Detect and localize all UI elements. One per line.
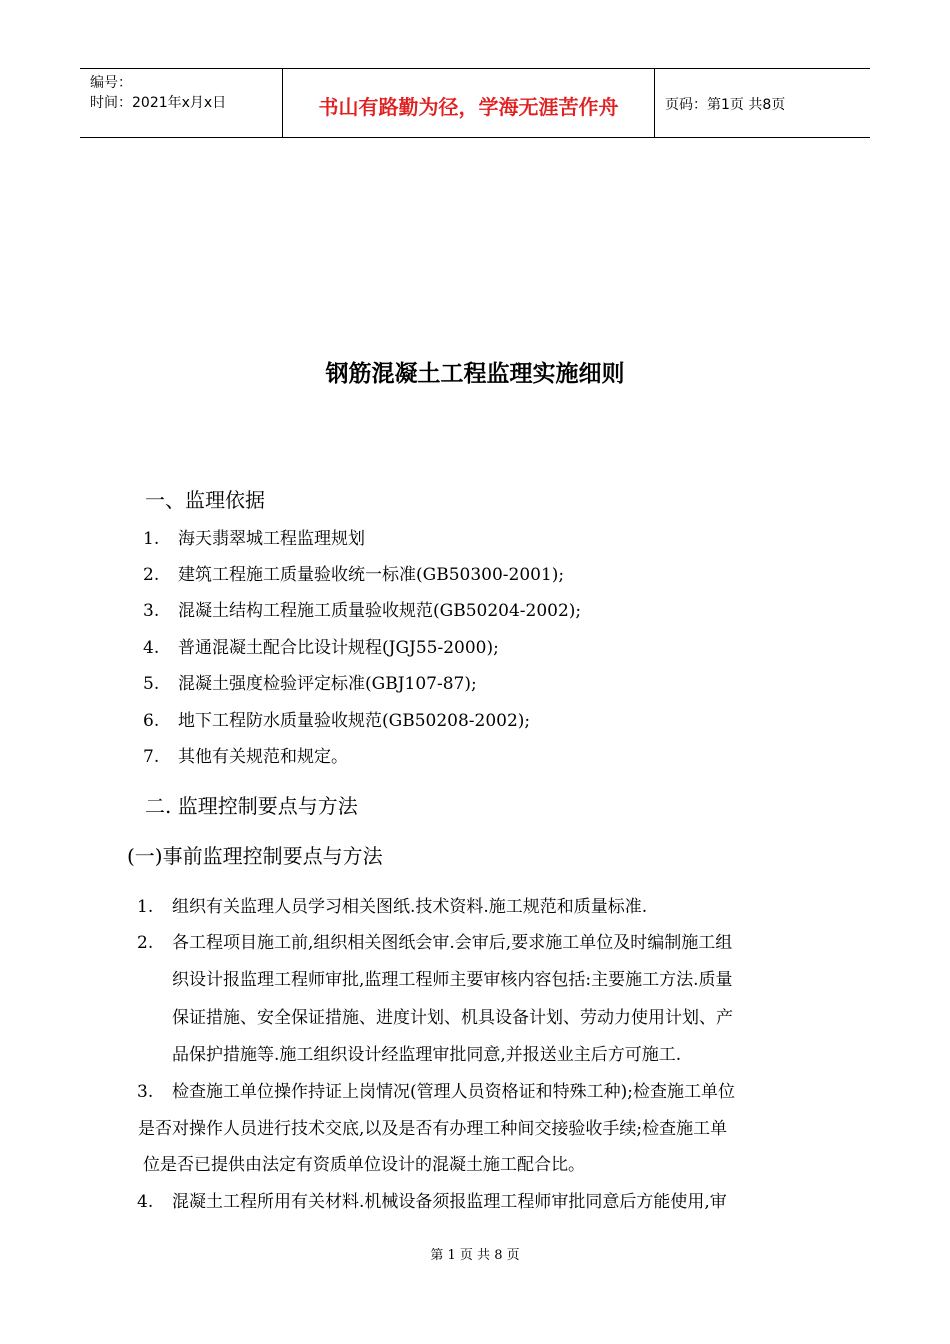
list-item-number: 7. <box>143 747 160 767</box>
paragraph-line: 各工程项目施工前,组织相关图纸会审.会审后,要求施工单位及时编制施工组 <box>172 933 733 953</box>
list-item: 组织有关监理人员学习相关图纸.技术资料.施工规范和质量标准. <box>172 897 648 917</box>
section2-subheading: (一)事前监理控制要点与方法 <box>127 844 383 868</box>
list-item: 建筑工程施工质量验收统一标准(GB50300-2001); <box>178 565 565 585</box>
list-item-number: 3. <box>137 1082 154 1102</box>
paragraph-line: 是否对操作人员进行技术交底,以及是否有办理工种间交接验收手续;检查施工单 <box>138 1119 728 1139</box>
paragraph-line: 织设计报监理工程师审批,监理工程师主要审核内容包括:主要施工方法.质量 <box>172 970 733 990</box>
paragraph-line: 保证措施、安全保证措施、进度计划、机具设备计划、劳动力使用计划、产 <box>172 1008 733 1028</box>
list-item-number: 2. <box>137 933 154 953</box>
document-header <box>80 68 870 138</box>
list-item-number: 6. <box>143 711 160 731</box>
list-item: 混凝土强度检验评定标准(GBJ107-87); <box>178 674 477 694</box>
paragraph-line: 位是否已提供由法定有资质单位设计的混凝土施工配合比。 <box>143 1155 585 1175</box>
header-motto: 书山有路勤为径，学海无涯苦作舟 <box>282 69 655 137</box>
section2-heading: 二. 监理控制要点与方法 <box>145 794 358 818</box>
list-item-number: 4. <box>143 638 160 658</box>
list-item-number: 1. <box>143 529 160 549</box>
document-title: 钢筋混凝土工程监理实施细则 <box>325 361 625 387</box>
list-item-number: 2. <box>143 565 160 585</box>
list-item: 混凝土工程所用有关材料.机械设备须报监理工程师审批同意后方能使用,审 <box>172 1192 727 1212</box>
list-item: 其他有关规范和规定。 <box>178 747 348 767</box>
time-label: 时间：2021年x月x日 <box>90 95 227 111</box>
paragraph-line: 检查施工单位操作持证上岗情况(管理人员资格证和特殊工种);检查施工单位 <box>172 1082 735 1102</box>
list-item-number: 5. <box>143 674 160 694</box>
section1-heading: 一、监理依据 <box>145 488 265 512</box>
list-item-number: 3. <box>143 601 160 621</box>
paragraph-line: 品保护措施等.施工组织设计经监理审批同意,并报送业主后方可施工. <box>172 1045 682 1065</box>
header-page-info: 页码：第1页 共8页 <box>665 97 786 113</box>
number-label: 编号： <box>90 75 132 91</box>
list-item: 普通混凝土配合比设计规程(JGJ55-2000); <box>178 638 499 658</box>
list-item-number: 4. <box>137 1192 154 1212</box>
list-item-number: 1. <box>137 897 154 917</box>
list-item: 地下工程防水质量验收规范(GB50208-2002); <box>178 711 531 731</box>
header-meta <box>80 69 282 137</box>
page-footer: 第 1 页 共 8 页 <box>430 1248 520 1263</box>
list-item: 混凝土结构工程施工质量验收规范(GB50204-2002); <box>178 601 582 621</box>
list-item: 海天翡翠城工程监理规划 <box>178 529 365 549</box>
